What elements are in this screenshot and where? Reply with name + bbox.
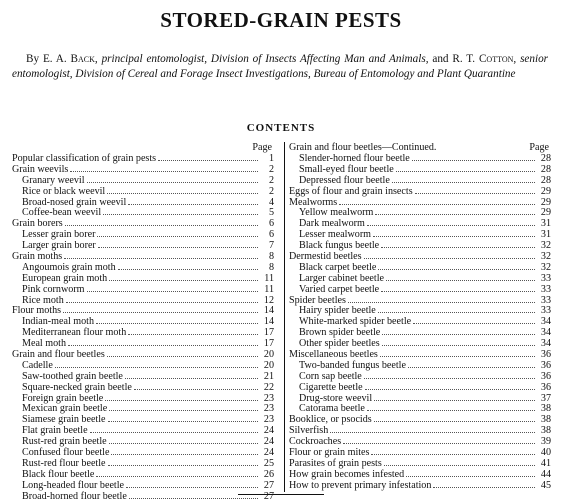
toc-entry-label: Flour or grain mites	[289, 447, 370, 459]
toc-entry-label: Rust-red grain beetle	[22, 436, 107, 448]
toc-entry-page: 2	[268, 163, 274, 175]
toc-entry-label: White-marked spider beetle	[299, 316, 412, 328]
toc-leader-dots	[408, 361, 535, 368]
toc-entry-label: Grain weevils	[12, 163, 69, 175]
toc-entry-label: Mediterranean flour moth	[22, 327, 127, 339]
toc-entry-label: Drug-store weevil	[299, 392, 373, 404]
toc-leader-dots	[87, 176, 259, 183]
toc-entry-label: Long-headed flour beetle	[22, 479, 125, 491]
toc-entry-label: Rice moth	[22, 294, 64, 306]
toc-leader-dots	[126, 481, 258, 488]
toc-leader-dots	[68, 339, 258, 346]
toc-entry-page: 5	[268, 207, 274, 219]
toc-entry-label: Varied carpet beetle	[299, 283, 380, 295]
toc-leader-dots	[128, 198, 258, 205]
toc-entry-label: Depressed flour beetle	[299, 174, 390, 186]
toc-entry-label: Meal moth	[22, 338, 67, 350]
toc-entry-page: 28	[540, 163, 551, 175]
toc-entry-page: 45	[540, 479, 551, 491]
toc-entry-label: Broad-horned flour beetle	[22, 490, 127, 502]
toc-entry-page: 33	[540, 272, 551, 284]
author-1: E. A. Back	[42, 53, 95, 65]
contents-heading: CONTENTS	[246, 122, 316, 134]
toc-entry-label: Mealworms	[289, 196, 338, 208]
toc-entry-label: Black flour beetle	[22, 468, 95, 480]
toc-leader-dots	[109, 404, 258, 411]
toc-leader-dots	[364, 252, 535, 259]
toc-entry-label: Grain moths	[12, 251, 63, 263]
toc-leader-dots	[374, 415, 535, 422]
toc-entry-page: 29	[540, 196, 551, 208]
continued-heading: Grain and flour beetles—Continued.	[289, 142, 437, 153]
toc-leader-dots	[384, 459, 535, 466]
toc-entry-label: Grain borers	[12, 218, 63, 230]
toc-leader-dots	[396, 165, 535, 172]
toc-entry	[12, 383, 274, 394]
toc-entry-label: Black carpet beetle	[299, 261, 377, 273]
toc-entry-page: 12	[263, 294, 274, 306]
toc-leader-dots	[107, 350, 258, 357]
toc-entry-label: Rice or black weevil	[22, 185, 106, 197]
toc-entry	[289, 383, 551, 394]
toc-entry-label: Lesser mealworm	[299, 229, 372, 241]
toc-leader-dots	[339, 198, 535, 205]
toc-entry-label: Siamese grain beetle	[22, 414, 106, 426]
toc-entry-label: Booklice, or psocids	[289, 414, 372, 426]
toc-entry-page: 27	[263, 490, 274, 502]
toc-leader-dots	[381, 285, 535, 292]
toc-leader-dots	[392, 176, 535, 183]
toc-leader-dots	[380, 350, 535, 357]
toc-entry-page: 6	[268, 229, 274, 241]
toc-entry	[12, 492, 274, 503]
toc-entry-page: 36	[540, 381, 551, 393]
toc-entry-page: 26	[263, 468, 274, 480]
toc-leader-dots	[381, 241, 535, 248]
toc-leader-dots	[413, 317, 535, 324]
page-column-label: Page	[252, 142, 272, 153]
toc-entry-label: Pink cornworm	[22, 283, 85, 295]
toc-entry	[289, 481, 551, 492]
toc-entry-label: Flour moths	[12, 305, 62, 317]
toc-entry-page: 24	[263, 447, 274, 459]
toc-leader-dots	[433, 481, 535, 488]
toc-entry-label: Eggs of flour and grain insects	[289, 185, 413, 197]
toc-entry-page: 41	[540, 457, 551, 469]
toc-entry-page: 4	[268, 196, 274, 208]
toc-entry-label: Other spider beetles	[299, 338, 380, 350]
toc-leader-dots	[365, 383, 535, 390]
toc-entry-page: 23	[263, 414, 274, 426]
toc-entry-label: Popular classification of grain pests	[12, 153, 157, 164]
toc-entry-label: Cigarette beetle	[299, 381, 363, 393]
toc-leader-dots	[96, 317, 258, 324]
toc-entry-label: Yellow mealworm	[299, 207, 374, 219]
toc-entry	[289, 285, 551, 296]
toc-leader-dots	[98, 241, 258, 248]
toc-entry-label: Flat grain beetle	[22, 425, 88, 437]
toc-leader-dots	[64, 252, 258, 259]
page-column-header	[289, 142, 551, 154]
toc-leader-dots	[65, 219, 258, 226]
toc-leader-dots	[105, 394, 258, 401]
toc-entry-page: 29	[540, 185, 551, 197]
toc-leader-dots	[367, 404, 535, 411]
toc-entry-page: 24	[263, 425, 274, 437]
toc-entry-label: Saw-toothed grain beetle	[22, 370, 123, 382]
toc-entry-page: 6	[268, 218, 274, 230]
toc-entry-page: 14	[263, 316, 274, 328]
toc-entry-label: Larger cabinet beetle	[299, 272, 384, 284]
toc-entry-label: European grain moth	[22, 272, 108, 284]
toc-leader-dots	[386, 274, 535, 281]
toc-entry	[12, 187, 274, 198]
toc-entry-page: 32	[540, 251, 551, 263]
toc-entry	[12, 481, 274, 492]
byline-and: and	[428, 53, 453, 65]
toc-entry-page: 31	[540, 229, 551, 241]
toc-entry-page: 14	[263, 305, 274, 317]
toc-entry-page: 21	[263, 370, 274, 382]
toc-leader-dots	[364, 372, 535, 379]
toc-leader-dots	[87, 285, 258, 292]
toc-entry-page: 39	[540, 436, 551, 448]
toc-entry-page: 17	[263, 338, 274, 350]
toc-entry-page: 33	[540, 283, 551, 295]
toc-entry-label: Larger grain borer	[22, 240, 96, 252]
toc-entry-page: 7	[268, 240, 274, 252]
toc-entry-label: Indian-meal moth	[22, 316, 95, 328]
toc-entry-label: Confused flour beetle	[22, 447, 110, 459]
toc-leader-dots	[158, 154, 258, 161]
toc-leader-dots	[373, 230, 535, 237]
toc-leader-dots	[378, 263, 535, 270]
toc-leader-dots	[109, 437, 258, 444]
author-2-role: , senior entomologist, Division of Cereal and Forage Insect Investigations, Bureau of Entomology and Plant Quarantine	[12, 53, 549, 80]
toc-entry-label: Hairy spider beetle	[299, 305, 376, 317]
toc-leader-dots	[374, 394, 535, 401]
toc-leader-dots	[375, 208, 535, 215]
toc-entry-label: Coffee-bean weevil	[22, 207, 102, 219]
toc-leader-dots	[367, 219, 535, 226]
toc-entry-page: 8	[268, 261, 274, 273]
toc-entry-page: 11	[264, 283, 274, 295]
toc-entry-page: 24	[263, 436, 274, 448]
toc-entry-label: Miscellaneous beetles	[289, 349, 378, 361]
toc-entry-label: Brown spider beetle	[299, 327, 381, 339]
toc-leader-dots	[96, 470, 258, 477]
toc-entry-label: Cockroaches	[289, 436, 342, 448]
toc-entry-page: 36	[540, 359, 551, 371]
toc-entry-label: Black fungus beetle	[299, 240, 380, 252]
toc-leader-dots	[55, 361, 258, 368]
toc-leader-dots	[107, 187, 258, 194]
toc-leader-dots	[90, 426, 258, 433]
toc-list-left	[12, 154, 274, 503]
byline-prefix: By	[26, 53, 40, 65]
toc-entry-label: How to prevent primary infestation	[289, 479, 432, 491]
toc-entry-label: Parasites of grain pests	[289, 457, 382, 469]
toc-leader-dots	[415, 187, 535, 194]
toc-entry-label: Small-eyed flour beetle	[299, 163, 394, 175]
toc-entry-page: 11	[264, 272, 274, 284]
toc-entry-page: 31	[540, 218, 551, 230]
toc-leader-dots	[382, 328, 535, 335]
toc-entry-page: 8	[268, 251, 274, 263]
toc-entry-page: 27	[263, 479, 274, 491]
toc-entry-page: 34	[540, 316, 551, 328]
toc-entry-page: 23	[263, 392, 274, 404]
toc-leader-dots	[134, 383, 258, 390]
toc-entry-page: 38	[540, 425, 551, 437]
toc-leader-dots	[406, 470, 535, 477]
toc-entry-page: 22	[263, 381, 274, 393]
toc-entry-label: How grain becomes infested	[289, 468, 405, 480]
toc-leader-dots	[109, 274, 258, 281]
toc-entry-page: 38	[540, 403, 551, 415]
toc-entry-label: Two-banded fungus beetle	[299, 359, 406, 371]
toc-leader-dots	[97, 230, 258, 237]
toc-leader-dots	[66, 296, 258, 303]
toc-leader-dots	[70, 165, 258, 172]
toc-entry-page: 1	[268, 153, 274, 164]
toc-entry-label: Mexican grain beetle	[22, 403, 108, 415]
toc-entry-label: Dermestid beetles	[289, 251, 362, 263]
toc-leader-dots	[125, 372, 258, 379]
toc-entry	[289, 415, 551, 426]
toc-leader-dots	[378, 306, 535, 313]
toc-entry-page: 2	[268, 174, 274, 186]
toc-leader-dots	[63, 306, 258, 313]
contents-column-left	[12, 142, 274, 503]
toc-entry-page: 17	[263, 327, 274, 339]
toc-entry-page: 33	[540, 305, 551, 317]
toc-entry-label: Silverfish	[289, 425, 329, 437]
toc-entry-label: Granary weevil	[22, 174, 85, 186]
toc-entry-page: 28	[540, 153, 551, 164]
toc-leader-dots	[108, 459, 258, 466]
toc-entry-page: 20	[263, 359, 274, 371]
toc-leader-dots	[330, 426, 535, 433]
toc-entry-page: 20	[263, 349, 274, 361]
toc-entry-page: 29	[540, 207, 551, 219]
byline	[12, 52, 548, 82]
toc-leader-dots	[108, 415, 258, 422]
toc-leader-dots	[129, 492, 258, 499]
toc-entry-label: Spider beetles	[289, 294, 346, 306]
toc-entry-label: Grain and flour beetles	[12, 349, 105, 361]
toc-entry-label: Foreign grain beetle	[22, 392, 104, 404]
document-title: STORED-GRAIN PESTS	[160, 8, 402, 32]
toc-entry-label: Cadelle	[22, 359, 53, 371]
toc-entry-page: 34	[540, 327, 551, 339]
toc-entry-page: 25	[263, 457, 274, 469]
toc-entry-page: 40	[540, 447, 551, 459]
toc-entry	[12, 285, 274, 296]
toc-entry-label: Dark mealworm	[299, 218, 365, 230]
contents-column-right	[284, 142, 551, 492]
toc-leader-dots	[382, 339, 535, 346]
author-2: R. T. Cotton	[452, 53, 514, 65]
toc-entry-label: Lesser grain borer	[22, 229, 96, 241]
toc-entry-page: 32	[540, 240, 551, 252]
page-column-label: Page	[529, 142, 549, 153]
toc-entry-label: Slender-horned flour beetle	[299, 153, 410, 164]
toc-entry	[289, 187, 551, 198]
toc-entry-page: 32	[540, 261, 551, 273]
toc-entry-page: 36	[540, 370, 551, 382]
toc-entry-label: Rust-red flour beetle	[22, 457, 106, 469]
toc-entry-page: 44	[540, 468, 551, 480]
toc-entry-page: 34	[540, 338, 551, 350]
toc-leader-dots	[118, 263, 258, 270]
toc-entry-page: 36	[540, 349, 551, 361]
toc-entry-label: Catorama beetle	[299, 403, 365, 415]
toc-entry-page: 28	[540, 174, 551, 186]
toc-entry-page: 37	[540, 392, 551, 404]
toc-leader-dots	[128, 328, 258, 335]
toc-entry-page: 38	[540, 414, 551, 426]
bottom-rule	[238, 494, 324, 495]
toc-leader-dots	[412, 154, 535, 161]
toc-list-right	[289, 154, 551, 492]
toc-entry-label: Square-necked grain beetle	[22, 381, 132, 393]
toc-leader-dots	[348, 296, 535, 303]
toc-entry-page: 23	[263, 403, 274, 415]
toc-leader-dots	[371, 448, 535, 455]
toc-entry-label: Corn sap beetle	[299, 370, 362, 382]
toc-leader-dots	[111, 448, 258, 455]
toc-leader-dots	[103, 208, 258, 215]
author-1-role: , principal entomologist, Division of Insects Affecting Man and Animals,	[94, 53, 429, 65]
toc-entry-page: 33	[540, 294, 551, 306]
toc-entry-page: 2	[268, 185, 274, 197]
toc-entry-label: Broad-nosed grain weevil	[22, 196, 127, 208]
toc-entry-label: Angoumois grain moth	[22, 261, 116, 273]
toc-leader-dots	[343, 437, 535, 444]
